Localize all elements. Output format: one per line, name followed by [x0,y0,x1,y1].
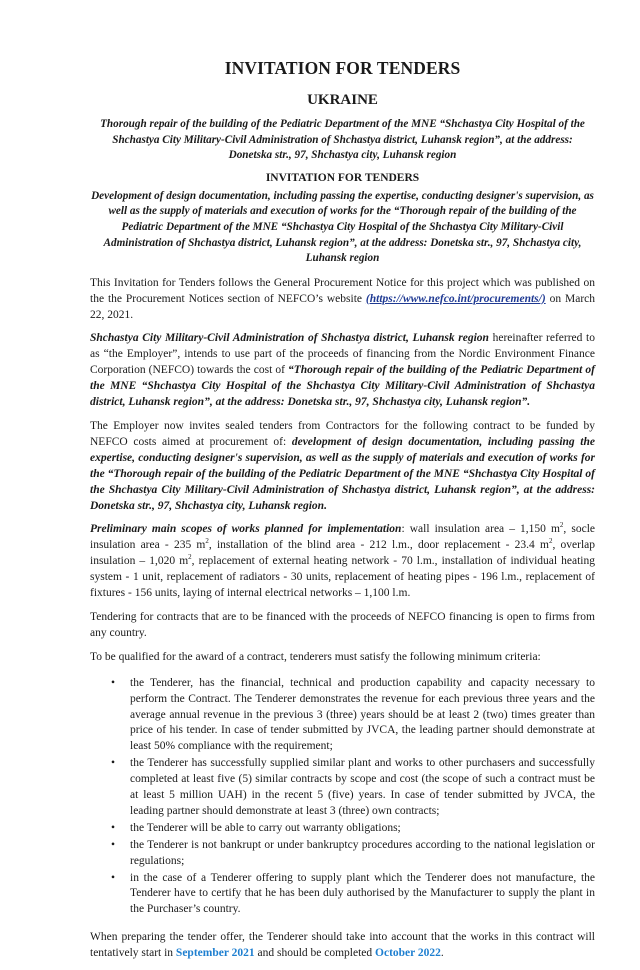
text: , overlap insulation – 1,020 m [90,539,596,568]
end-date: October 2022 [375,947,441,960]
document-page [90,58,595,970]
bullet-icon: • [111,676,116,689]
superscript: 2 [205,537,209,546]
document-title: INVITATION FOR TENDERS [224,58,461,78]
bullet-icon: • [111,821,116,834]
list-item [90,871,595,919]
list-item [90,756,595,820]
criteria-list [90,676,595,919]
superscript: 2 [548,537,553,546]
text: : wall insulation area – 1,150 m [401,523,560,536]
nefco-procurements-link[interactable]: (https://www.nefco.int/procurements/) [365,292,546,305]
paragraph-timeline [90,930,595,962]
text: When preparing the tender offer, the Tenderer should take into account that the works in this contract will tentatively start in [90,931,595,960]
procurement-subject: development of design documentation, including passing the expertise, conducting designer's supervision, as well as the supply of materials and execution of works for the “Thorough repair of the building of the Pediatric Department of the MNE “Shchastya City Hospital of the Shchastya City Military-Civil Administration of Shchastya district, Luhansk region”, at the address: Donetska str., 97, Shchastya city, Luhansk region. [90,435,595,512]
bullet-icon: • [111,838,116,851]
text: hereinafter referred to as “the Employer”, intends to use part of the proceeds of financing from the Nordic Environment Finance Corporation (NEFCO) towards the cost of [90,332,595,377]
project-title: Thorough repair of the building of the Pediatric Department of the MNE “Shchastya City Hospital of the Shchastya City Military-Civil Administration of Shchastya district, Luhansk region”, at the address: Donetska str., 97, Shchastya city, Luhansk region [100,118,585,162]
text: , installation of the blind area - 212 l.m., door replacement - 23.4 m [208,539,549,552]
superscript: 2 [188,553,192,562]
text: on March 22, 2021. [90,292,596,321]
text: This Invitation for Tenders follows the General Procurement Notice for this project which was published on the the Procurement Notices section of NEFCO’s website [90,276,595,305]
paragraph-eligibility: Tendering for contracts that are to be financed with the proceeds of NEFCO financing is open to firms from any country. [90,610,595,639]
contract-title: Development of design documentation, including passing the expertise, conducting designer's supervision, as well as the supply of materials and execution of works for the “Thorough repair of the building of the Pediatric Department of the MNE “Shchastya City Hospital of the Shchastya City Military-Civil Administration of Shchastya district, Luhansk region”, at the address: Donetska str., 97, Shchastya city, Luhansk region [91,189,594,265]
scopes-label: Preliminary main scopes of works planned for implementation [90,523,402,536]
criterion-text: the Tenderer will be able to carry out warranty obligations; [130,821,401,834]
list-item [90,838,595,870]
text: and should be completed [254,947,376,960]
list-item [90,821,595,837]
superscript: 2 [559,521,564,530]
criterion-text: the Tenderer is not bankrupt or under bankruptcy procedures according to the national legislation or regulations; [130,838,595,867]
bullet-icon: • [111,757,116,770]
paragraph-gpn-reference [90,276,595,324]
section-title: INVITATION FOR TENDERS [265,171,420,184]
start-date: September 2021 [175,947,255,960]
bullet-icon: • [111,871,116,884]
employer-name: Shchastya City Military-Civil Administration of Shchastya district, Luhansk region [90,332,489,345]
project-name: “Thorough repair of the building of the Pediatric Department of the MNE “Shchastya City Hospital of the Shchastya City Military-Civil Administration of Shchastya district, Luhansk region”, at the address: Donetska str., 97, Shchastya city, Luhansk region”. [90,364,595,409]
paragraph-scopes [90,522,595,602]
text: , replacement of external heating network - 70 l.m., installation of individual heating system - 1 unit, replacement of radiators - 30 units, replacement of heating pipes - 196 l.m., replacement of fixtures - 156 units, laying of internal electrical networks – 1,100 l.m. [90,555,595,600]
paragraph-employer [90,331,595,411]
criterion-text: in the case of a Tenderer offering to supply plant which the Tenderer does not manufacture, the Tenderer have to certify that he has been duly authorised by the Manufacturer to supply the plant in the Purchaser’s country. [130,871,595,916]
criterion-text: the Tenderer has successfully supplied similar plant and works to other purchasers and successfully completed at least five (5) similar contracts by scope and cost (the scope of such a contract must be at least 5 million UAH) in the recent 5 (five) years. In case of tender submitted by JVCA, the leading partner should demonstrate at least 3 (three) own contracts; [130,757,595,817]
paragraph-criteria-intro: To be qualified for the award of a contract, tenderers must satisfy the following minimum criteria: [90,650,541,663]
text: The Employer now invites sealed tenders from Contractors for the following contract to be funded by NEFCO costs aimed at procurement of: [90,420,595,448]
text: , socle insulation area - 235 m [90,523,595,552]
paragraph-invitation [90,419,595,514]
list-item [90,676,595,756]
country-heading: UKRAINE [307,92,378,108]
criterion-text: the Tenderer, has the financial, technical and production capability and capacity necessary to perform the Contract. The Tenderer demonstrates the revenue for each previous three years and the average annual revenue in the previous 3 (three) years should be at least 2 (two) times greater than price of his tender. In case of tender submitted by JVCA, the leading partner should demonstrate at least 50% compliance with the requirement; [130,676,595,753]
text: . [440,947,444,960]
